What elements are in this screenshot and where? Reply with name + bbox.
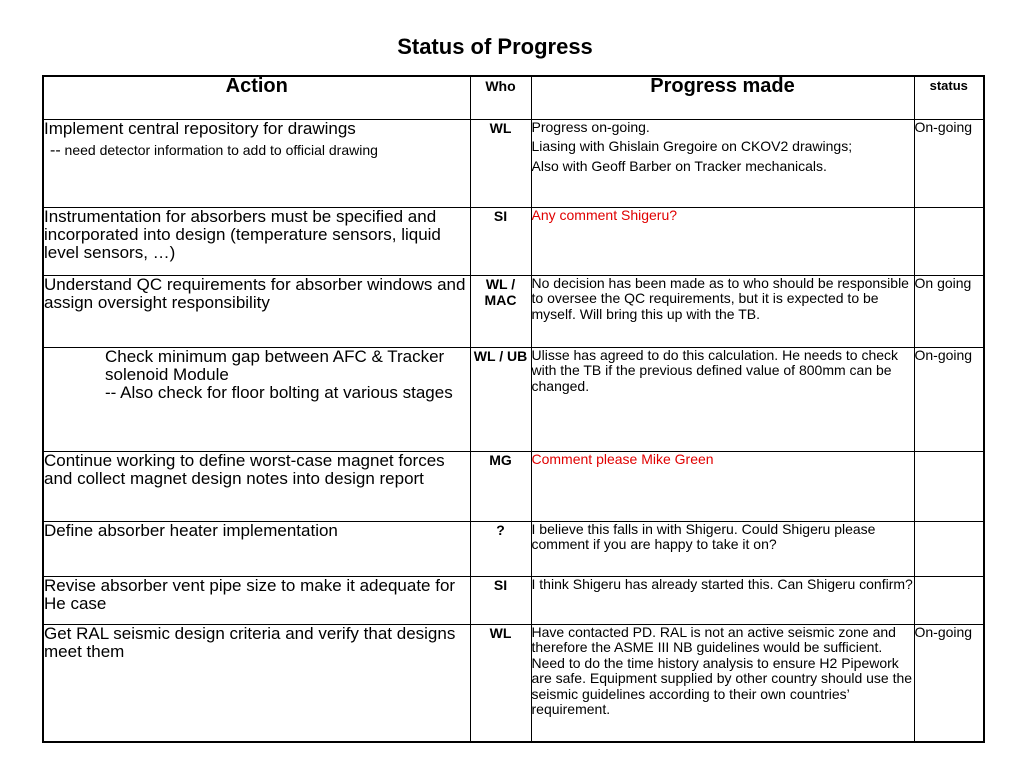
who-cell: WL (470, 624, 531, 742)
action-text: Check minimum gap between AFC & Tracker solenoid Module (105, 347, 445, 384)
progress-cell: Any comment Shigeru? (531, 207, 914, 275)
table-row (43, 119, 984, 207)
who-cell: SI (470, 576, 531, 624)
status-cell (914, 451, 984, 521)
table-row (43, 275, 984, 347)
status-table (42, 75, 985, 743)
table-row (43, 521, 984, 576)
table-row (43, 347, 984, 451)
status-cell: On going (914, 275, 984, 347)
who-cell: WL / MAC (470, 275, 531, 347)
progress-line: Progress on-going. (531, 119, 650, 135)
action-subtext-dash: -- (50, 141, 61, 159)
who-cell: SI (470, 207, 531, 275)
action-cell: Revise absorber vent pipe size to make it adequate for He case (43, 576, 470, 624)
header-action: Action (43, 76, 470, 119)
table-row (43, 576, 984, 624)
table-row (43, 451, 984, 521)
status-cell: On-going (914, 624, 984, 742)
action-subtext: -- Also check for floor bolting at various stages (105, 382, 453, 402)
status-cell (914, 521, 984, 576)
page-title: Status of Progress (397, 34, 593, 59)
who-cell: MG (470, 451, 531, 521)
progress-cell: No decision has been made as to who should be responsible to oversee the QC requirements, but it is expected to be myself. Will bring this up with the TB. (531, 275, 914, 347)
progress-cell: I think Shigeru has already started this. Can Shigeru confirm? (531, 576, 914, 624)
action-subtext (44, 142, 470, 159)
status-cell: On-going (914, 119, 984, 207)
who-cell: WL / UB (470, 347, 531, 451)
header-progress: Progress made (531, 76, 914, 119)
table-header-row (43, 76, 984, 119)
status-cell (914, 576, 984, 624)
status-cell (914, 207, 984, 275)
action-cell: Understand QC requirements for absorber windows and assign oversight responsibility (43, 275, 470, 347)
table-row (43, 624, 984, 742)
action-subtext-body: need detector information to add to official drawing (60, 141, 378, 158)
progress-cell: Comment please Mike Green (531, 451, 914, 521)
status-cell: On-going (914, 347, 984, 451)
progress-cell: I believe this falls in with Shigeru. Could Shigeru please comment if you are happy to take it on? (531, 521, 914, 576)
header-status: status (914, 76, 984, 119)
action-cell (43, 119, 470, 207)
progress-line: Liasing with Ghislain Gregoire on CKOV2 drawings; (531, 138, 853, 154)
who-cell: ? (470, 521, 531, 576)
action-cell: Continue working to define worst-case magnet forces and collect magnet design notes into design report (43, 451, 470, 521)
progress-line: Also with Geoff Barber on Tracker mechanicals. (531, 157, 827, 174)
header-who: Who (470, 76, 531, 119)
action-cell: Define absorber heater implementation (43, 521, 470, 576)
action-cell: Instrumentation for absorbers must be specified and incorporated into design (temperature sensors, liquid level sensors, …) (43, 207, 470, 275)
table-row (43, 207, 984, 275)
progress-cell (531, 119, 914, 207)
who-cell: WL (470, 119, 531, 207)
progress-cell: Have contacted PD. RAL is not an active seismic zone and therefore the ASME III NB guidelines would be sufficient. Need to do the time history analysis to ensure H2 Pipework are safe. Equipment supplied by other country should use the seismic guidelines according to their own countries’ requirement. (531, 624, 914, 742)
action-text: Implement central repository for drawings (44, 119, 356, 138)
action-cell: Get RAL seismic design criteria and verify that designs meet them (43, 624, 470, 742)
action-cell (43, 347, 470, 451)
progress-cell: Ulisse has agreed to do this calculation. He needs to check with the TB if the previous defined value of 800mm can be changed. (531, 347, 914, 451)
